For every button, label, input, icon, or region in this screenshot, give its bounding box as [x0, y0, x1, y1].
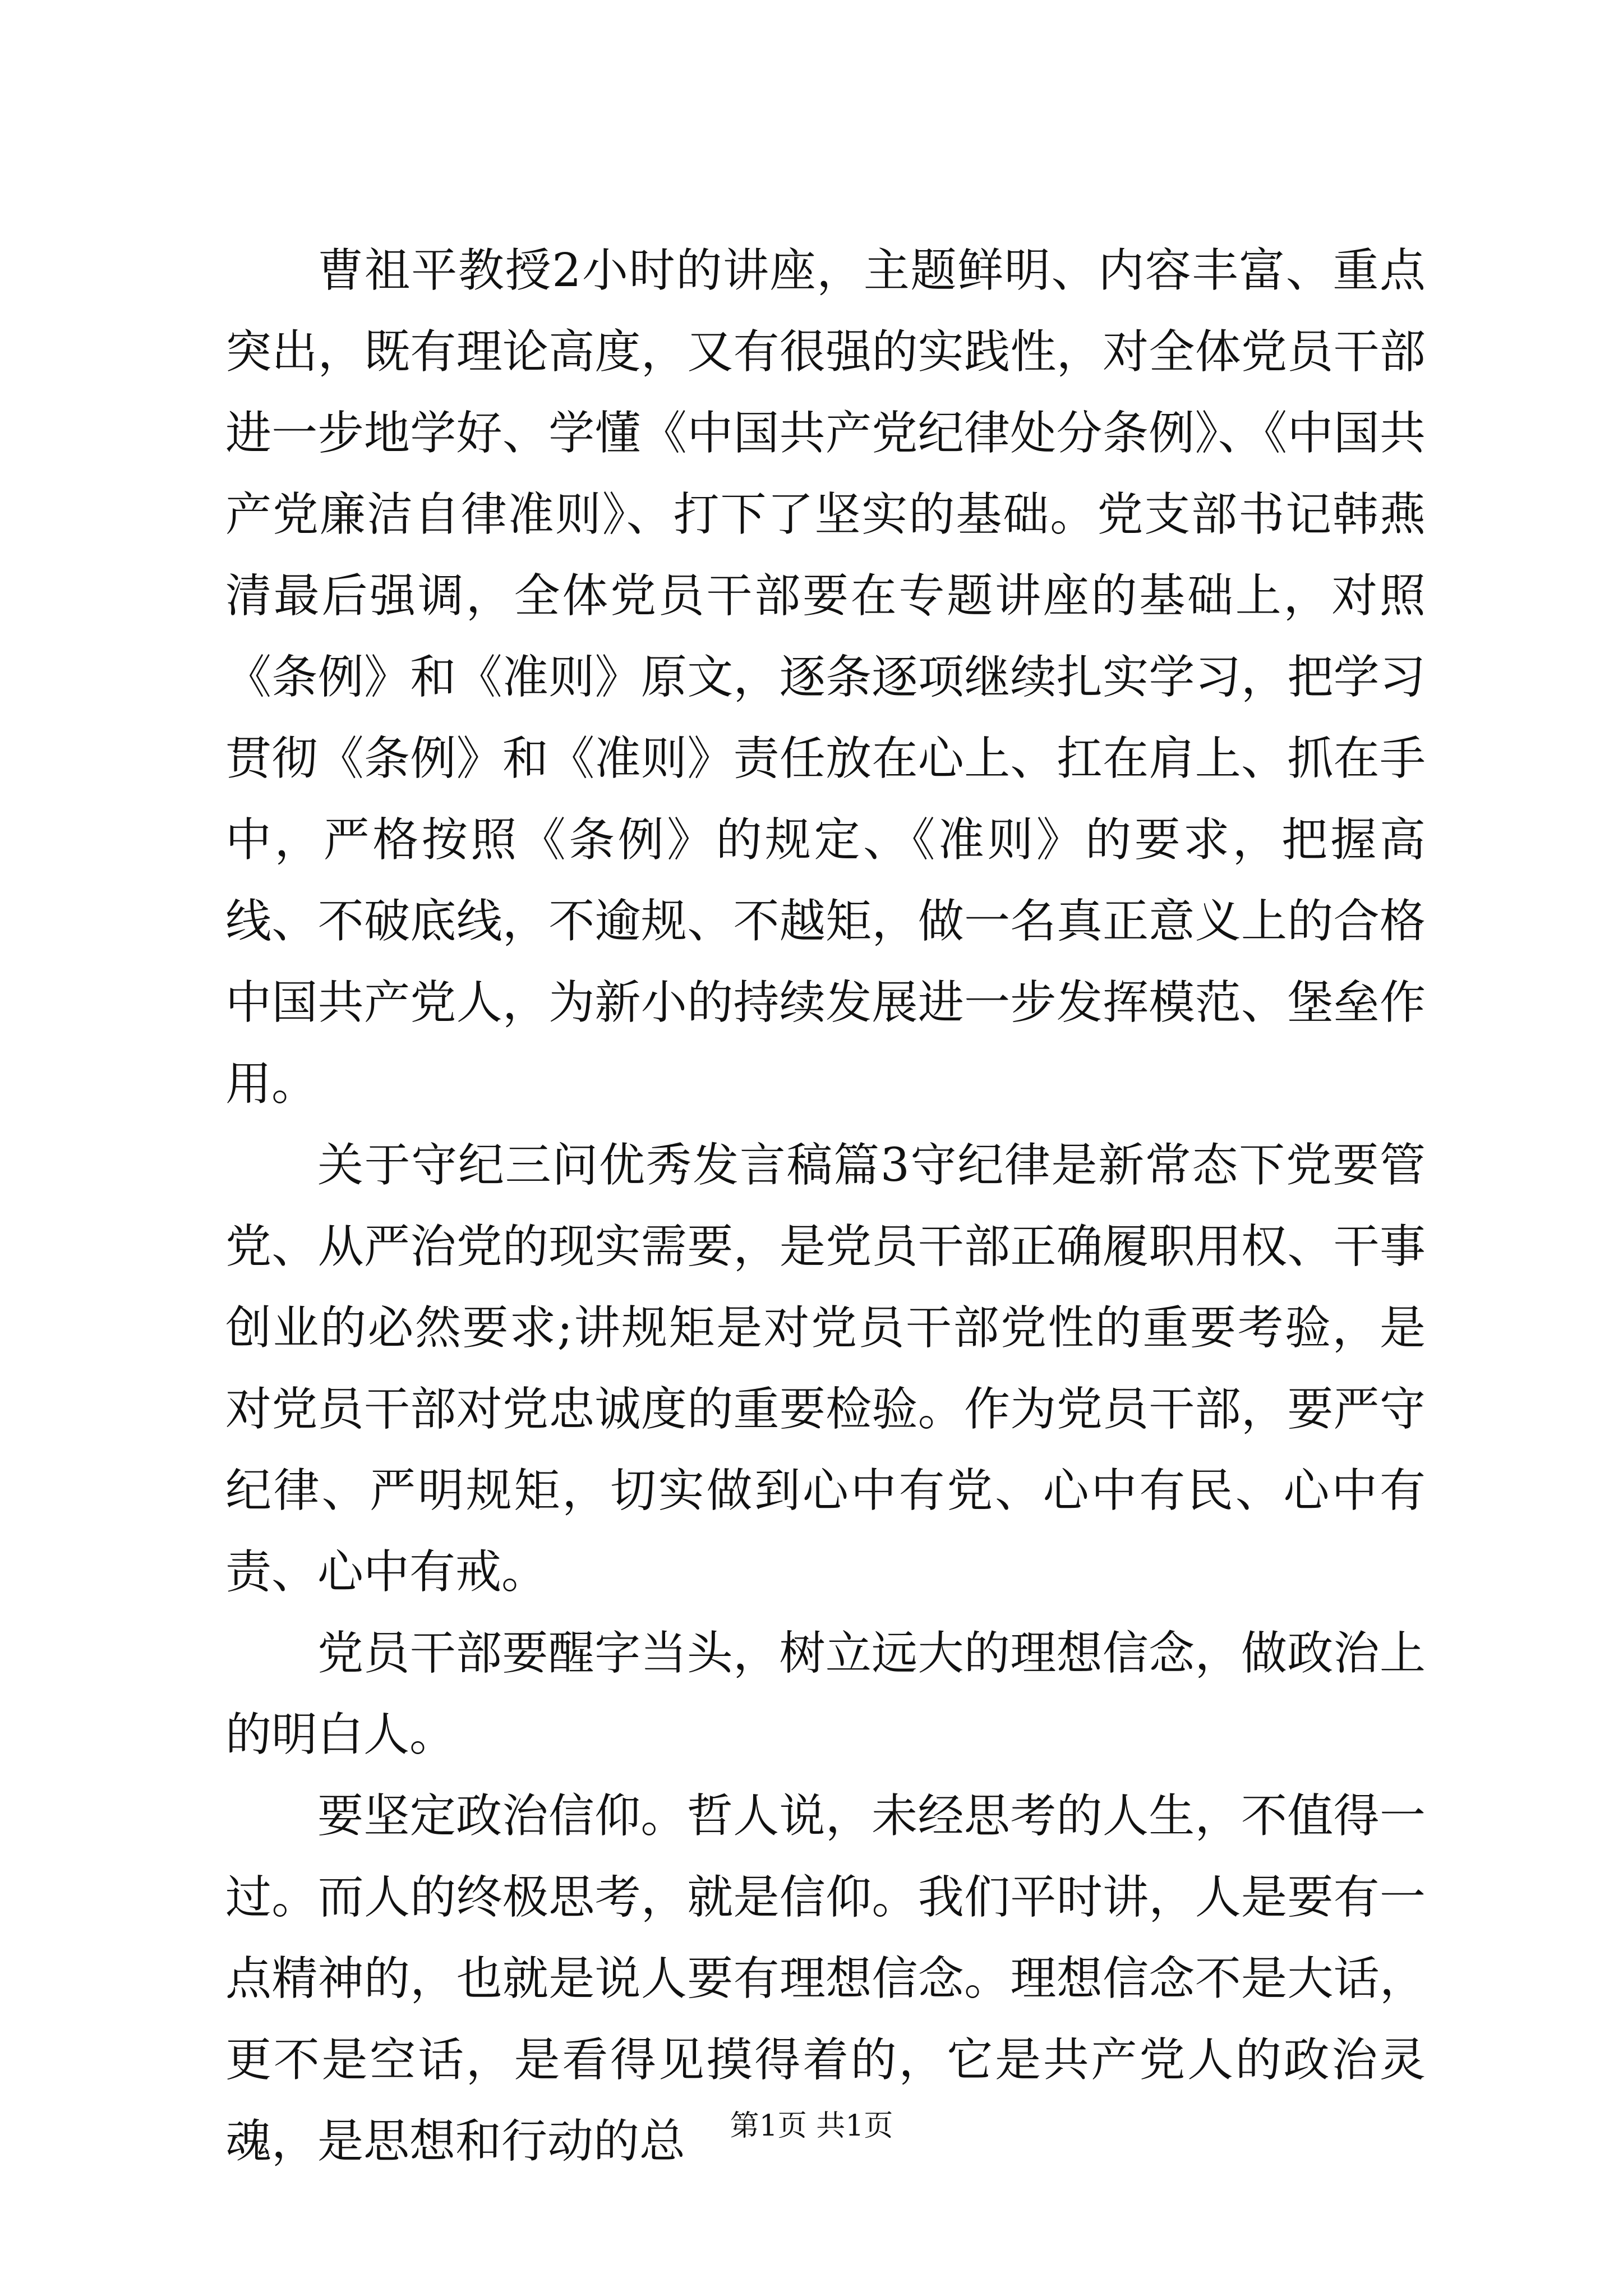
paragraph-political-faith: 要坚定政治信仰。哲人说，未经思考的人生，不值得一过。而人的终极思考，就是信仰。我们平时讲，人是要有一点精神的，也就是说人要有理想信念。理想信念不是大话，更不是空话，是看得见摸得着的，它是共产党人的政治灵魂，是思想和行动的总	[225, 1789, 1426, 2168]
document-body	[225, 230, 1426, 2182]
paragraph-ideals-belief: 党员干部要醒字当头，树立远大的理想信念，做政治上的明白人。	[225, 1627, 1426, 1761]
paragraph-lecture-summary: 曹祖平教授2小时的讲座，主题鲜明、内容丰富、重点突出，既有理论高度，又有很强的实践性，对全体党员干部进一步地学好、学懂《中国共产党纪律处分条例》、《中国共产党廉洁自律准则》、打下了坚实的基础。党支部书记韩燕清最后强调，全体党员干部要在专题讲座的基础上，对照《条例》和《准则》原文，逐条逐项继续扎实学习，把学习贯彻《条例》和《准则》责任放在心上、扛在肩上、抓在手中，严格按照《条例》的规定、《准则》的要求，把握高线、不破底线，不逾规、不越矩，做一名真正意义上的合格中国共产党人，为新小的持续发展进一步发挥模范、堡垒作用。	[225, 244, 1426, 1111]
page-number-footer: 第1页 共1页	[730, 2109, 893, 2143]
paragraph-discipline-speech: 关于守纪三问优秀发言稿篇3守纪律是新常态下党要管党、从严治党的现实需要，是党员干部正确履职用权、干事创业的必然要求;讲规矩是对党员干部党性的重要考验，是对党员干部对党忠诚度的重要检验。作为党员干部，要严守纪律、严明规矩，切实做到心中有党、心中有民、心中有责、心中有戒。	[225, 1139, 1426, 1599]
